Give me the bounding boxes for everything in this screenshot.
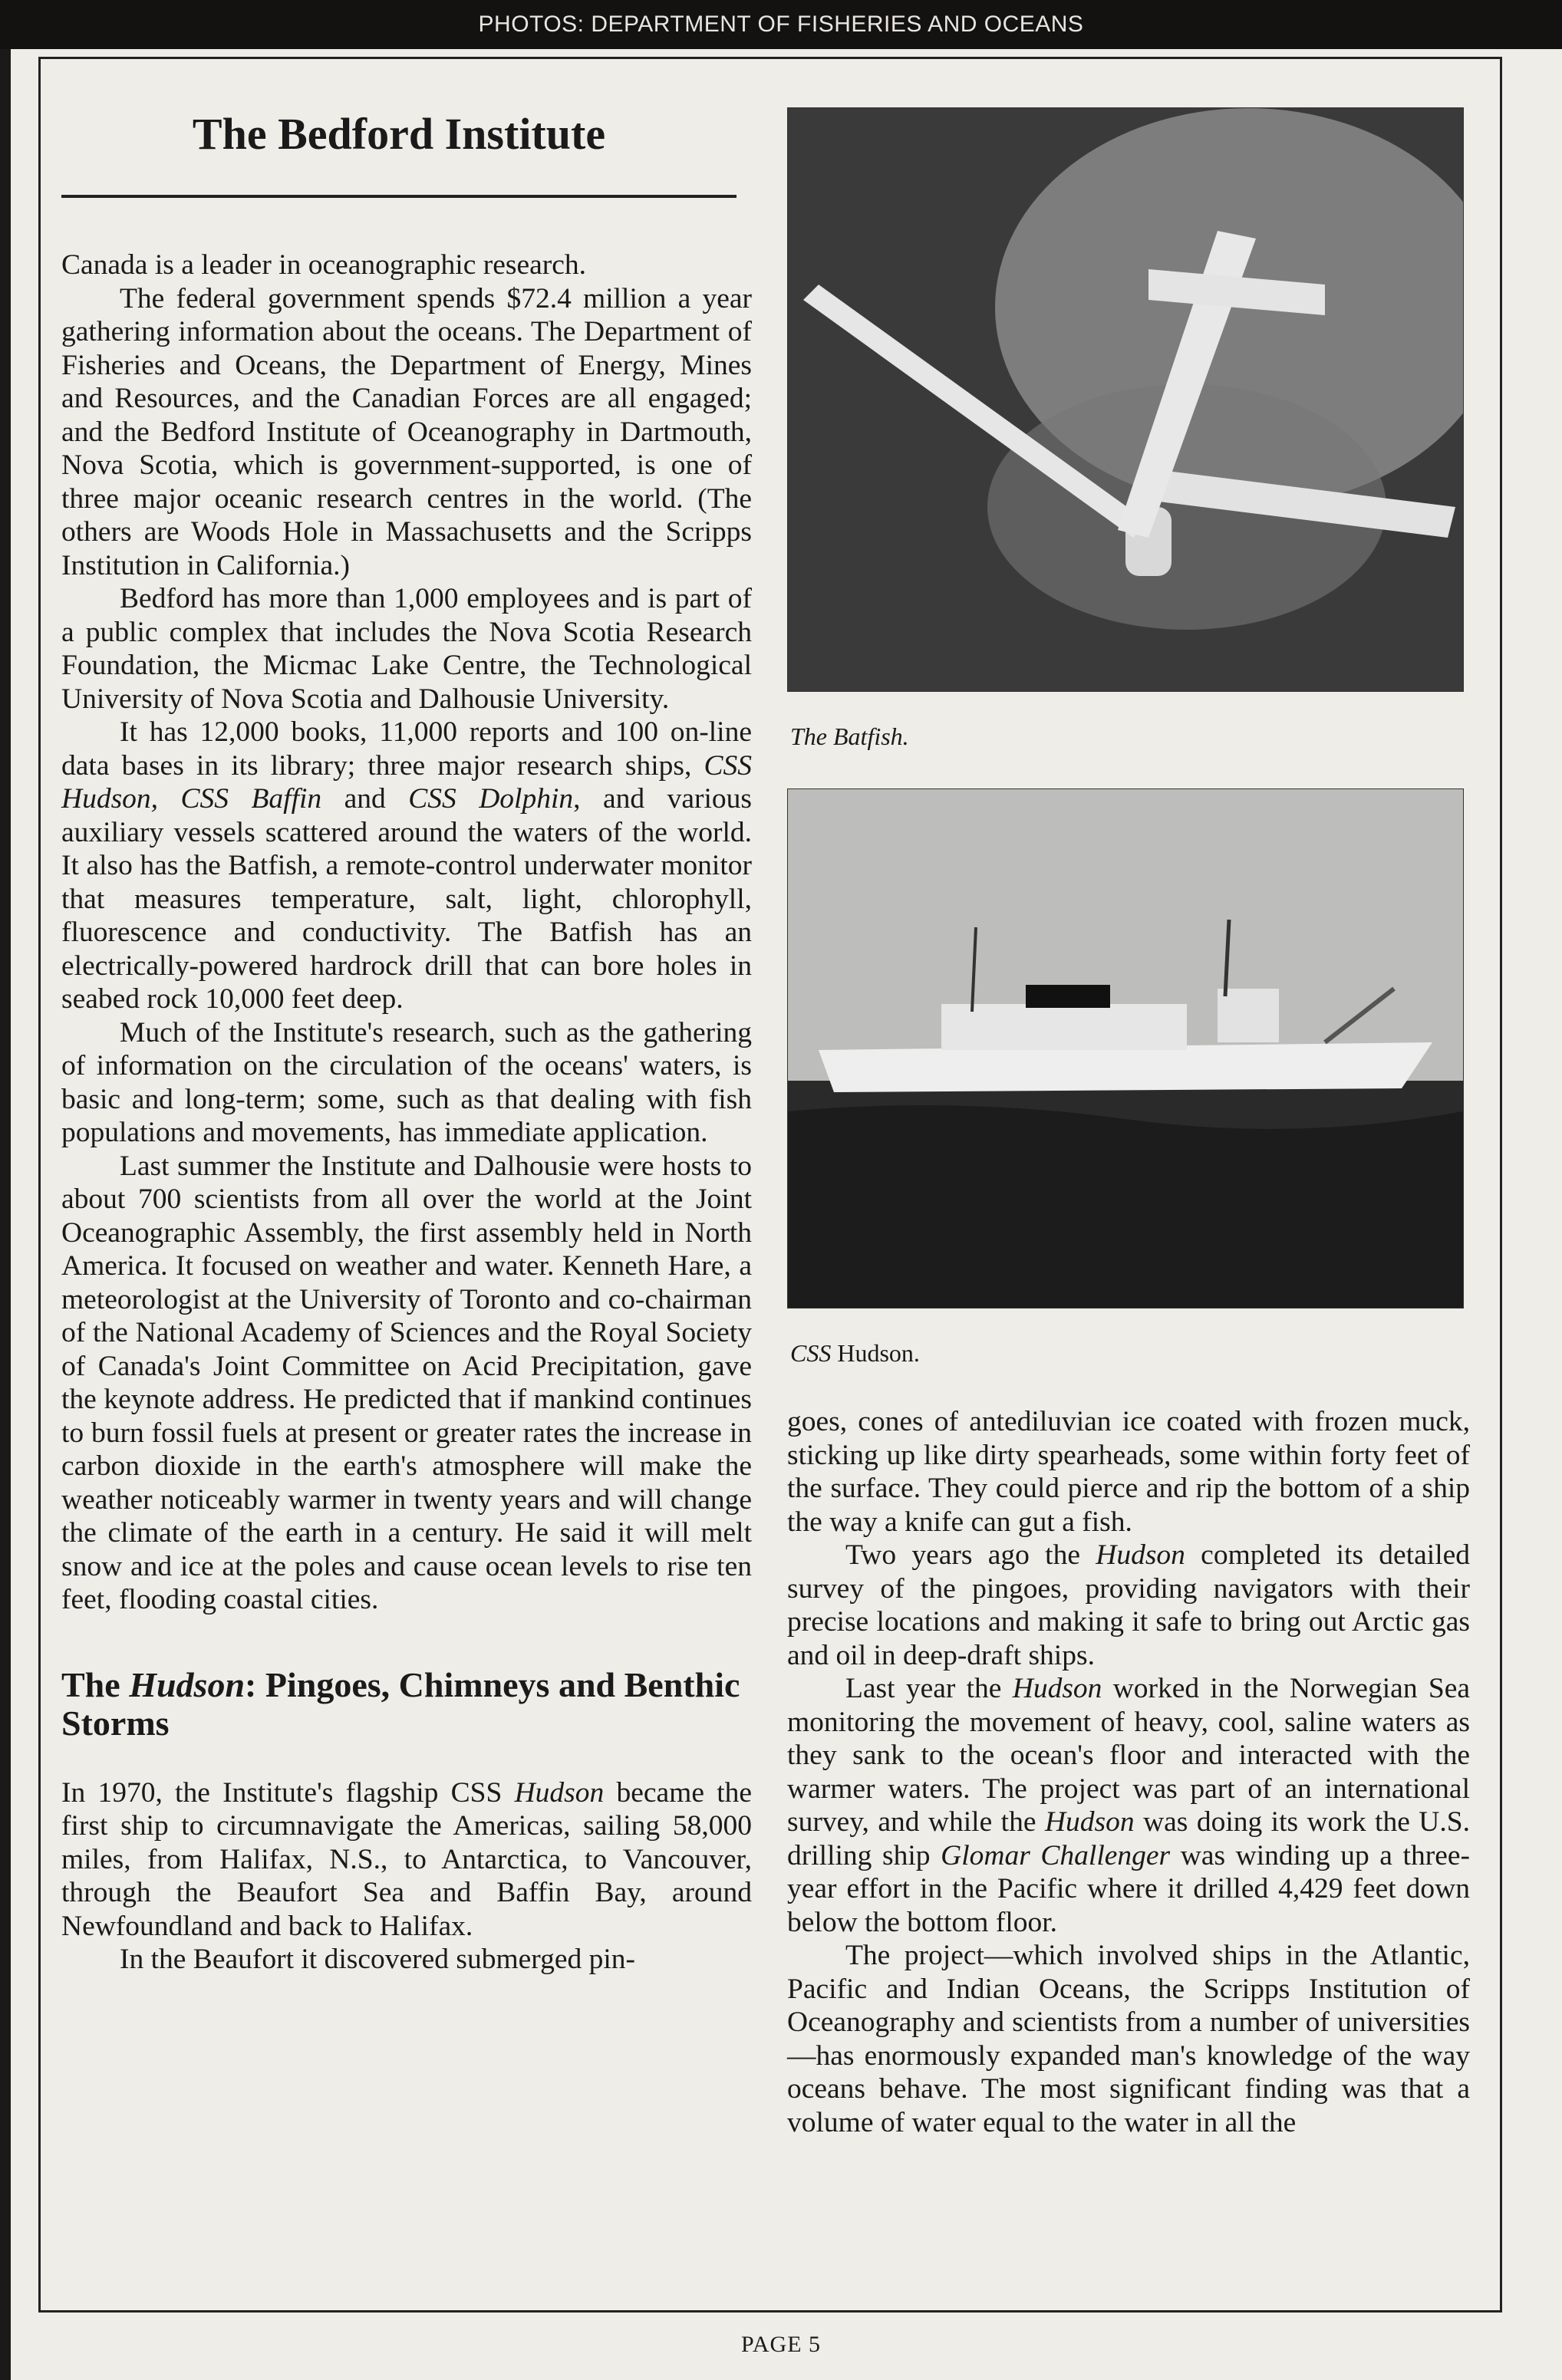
paragraph <box>787 1539 1470 1672</box>
paragraph: In the Beaufort it discovered submerged pin- <box>120 1944 636 1975</box>
page-number: PAGE 5 <box>740 2332 822 2357</box>
heading-ship: Hudson <box>129 1664 246 1704</box>
text-run: worked in the Norwegian Sea monitoring the movement of heavy, cool, saline waters as they sank to the ocean's floor and interacted with the warmer waters. The project was part of an international survey, and while the <box>787 1673 1470 1838</box>
text-run: Last year the <box>845 1673 1013 1704</box>
section-heading <box>61 1666 752 1743</box>
ship-name: Hudson <box>514 1776 605 1809</box>
section-body-continued <box>787 1405 1470 2139</box>
text-run: , and various auxiliary vessels scattered around the waters of the world. It also has the Batfish, a remote-control underwater monitor that measures temperature, salt, light, chlorophyll, fluorescence and conductivity. The Batfish has an electrically-powered hardrock drill that can bore holes in seabed rock 10,000 feet deep. <box>61 783 752 1015</box>
text-run: In 1970, the Institute's flagship CSS <box>61 1776 515 1809</box>
paragraph: Last summer the Institute and Dalhousie were hosts to about 700 scientists from all over the world at the Joint Oceanographic Assembly, the first assembly held in North America. It focused on weather and water. Kenneth Hare, a meteorologist at the University of Toronto and co-chairman of the National Academy of Sciences and the Royal Society of Canada's Joint Committee on Acid Precipitation, gave the keynote address. He predicted that if mankind continues to burn fossil fuels at present or greater rates the increase in carbon dioxide in the earth's atmosphere will make the weather noticeably warmer in twenty years and will change the climate of the earth in a century. He said it will melt snow and ice at the poles and cause ocean levels to rise ten feet, flooding coastal cities. <box>61 1150 752 1615</box>
caption-run: CSS <box>790 1339 832 1367</box>
left-column <box>61 107 752 1977</box>
heading-run: : Pingoes, Chimneys and Benthic Storms <box>61 1664 740 1743</box>
photo-credit: PHOTOS: DEPARTMENT OF FISHERIES AND OCEANS <box>0 0 1562 49</box>
batfish-illustration <box>788 108 1463 691</box>
caption-run: Hudson. <box>831 1339 920 1367</box>
hudson-caption <box>790 1338 1470 1368</box>
paragraph <box>787 1672 1470 1939</box>
text-run: It has 12,000 books, 11,000 reports and 100 on-line data bases in its library; three major research ships, <box>61 716 752 782</box>
title-rule <box>61 195 737 198</box>
right-column <box>787 107 1470 2139</box>
ship-name: Hudson <box>1012 1673 1102 1704</box>
ship-names: CSS Hudson, CSS Baffin <box>61 749 752 815</box>
text-run: was winding up a three-year effort in the Pacific where it drilled 4,429 feet down below the bottom floor. <box>787 1839 1470 1938</box>
text-run: became the first ship to circumnavigate the Americas, sailing 58,000 miles, from Halifax, N.S., to Antarctica, to Vancouver, through the Beaufort Sea and Baffin Bay, around Newfoundland and back to Halifax. <box>61 1776 753 1942</box>
paragraph: goes, cones of antediluvian ice coated with frozen muck, sticking up like dirty spearheads, some within forty feet of the surface. They could pierce and rip the bottom of a ship the way a knife can gut a fish. <box>787 1406 1470 1538</box>
batfish-caption: The Batfish. <box>790 723 909 750</box>
section-body <box>61 1776 752 1977</box>
paragraph: The federal government spends $72.4 million a year gathering information about the oceans. The Department of Fisheries and Oceans, the Department of Energy, Mines and Resources, and the Canadian Forces are all engaged; and the Bedford Institute of Oceanography in Dartmouth, Nova Scotia, which is government-supported, is one of three major oceanic research centres in the world. (The others are Woods Hole in Massachusetts and the Scripps Institution in California.) <box>61 282 752 581</box>
heading-run: The <box>61 1664 130 1704</box>
ship-name: Hudson <box>1096 1539 1185 1571</box>
article-title: The Bedford Institute <box>192 109 606 159</box>
hudson-photo <box>787 788 1464 1309</box>
paragraph: The project—which involved ships in the Atlantic, Pacific and Indian Oceans, the Scripps Institution of Oceanography and scientists from a number of universities—has enormously expanded man's knowledge of the way oceans behave. The most significant finding was that a volume of water equal to the water in all the <box>787 1940 1470 2138</box>
paragraph: Much of the Institute's research, such as the gathering of information on the circulation of the oceans' waters, is basic and long-term; some, such as that dealing with fish populations and movements, has immediate application. <box>61 1016 752 1148</box>
ship-name: CSS Dolphin <box>408 783 574 815</box>
ship-name: Glomar Challenger <box>941 1839 1171 1871</box>
hudson-illustration <box>788 789 1463 1308</box>
batfish-photo <box>787 107 1464 692</box>
text-run: completed its detailed survey of the pingoes, providing navigators with their precise locations and making it safe to bring out Arctic gas and oil in deep-draft ships. <box>787 1539 1471 1671</box>
paragraph <box>61 1776 752 1944</box>
text-run: and <box>321 783 409 815</box>
text-run: was doing its work the U.S. drilling ship <box>787 1806 1470 1871</box>
paragraph: Bedford has more than 1,000 employees and is part of a public complex that includes the Nova Scotia Research Foundation, the Micmac Lake Centre, the Technological University of Nova Scotia and Dalhousie University. <box>61 583 752 715</box>
article-body <box>61 249 752 1617</box>
paragraph: Canada is a leader in oceanographic research. <box>61 249 587 281</box>
text-run: Two years ago the <box>845 1539 1096 1571</box>
ship-name: Hudson <box>1044 1806 1135 1838</box>
paragraph <box>61 716 752 1016</box>
